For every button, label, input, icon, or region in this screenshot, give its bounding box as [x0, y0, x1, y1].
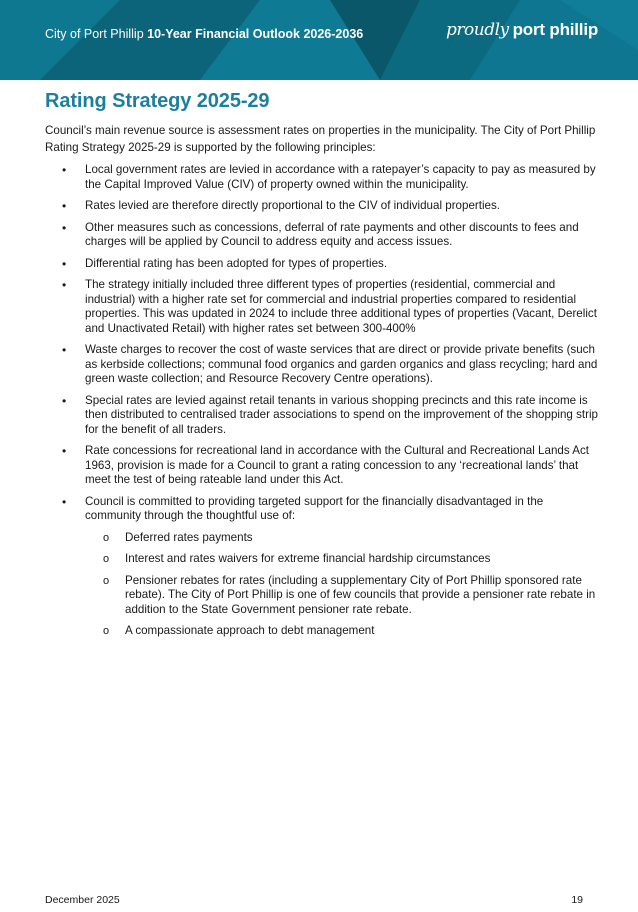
header-banner: [0, 0, 638, 80]
intro-paragraph: Council’s main revenue source is assessment rates on properties in the municipality. The City of Port Phillip Rating Strategy 2025-29 is supported by the following principles:: [45, 124, 596, 154]
bullet-icon: •: [62, 163, 67, 177]
bullet-icon: •: [62, 494, 67, 509]
principles-list: [45, 163, 600, 639]
port-phillip-logo: [446, 20, 598, 40]
page-footer: [45, 894, 583, 906]
bullet-icon: •: [62, 256, 67, 271]
list-item: • Rates levied are therefore directly proportional to the CIV of individual properties.: [62, 199, 501, 213]
sub-list-item: o Interest and rates waivers for extreme financial hardship circumstances: [103, 552, 491, 565]
page-title: Rating Strategy 2025-29: [45, 90, 270, 112]
page-content: [45, 90, 600, 646]
bullet-icon: •: [62, 444, 67, 458]
list-item: • Differential rating has been adopted for types of properties.: [62, 256, 388, 271]
list-item: • Local government rates are levied in accordance with a ratepayer’s capacity to pay as measured by the Capital Improved Value (CIV) of property owned within the municipality.: [62, 163, 596, 191]
bullet-icon: •: [62, 343, 67, 357]
logo-script-word: proudly: [446, 20, 509, 40]
hollow-bullet-icon: o: [103, 553, 110, 565]
org-prefix: City of Port Phillip: [45, 27, 144, 41]
logo-brand-word: port phillip: [512, 20, 599, 39]
bullet-icon: •: [62, 220, 67, 235]
list-item: • Special rates are levied against retail tenants in various shopping precincts and this rate income is then distributed to centralised trader associations to spend on the improvement of the shopping strip for the benefit of all traders.: [62, 393, 599, 436]
bullet-icon: •: [62, 199, 67, 213]
report-title: [45, 27, 363, 41]
hollow-bullet-icon: o: [103, 625, 110, 637]
list-item: • Waste charges to recover the cost of waste services that are direct or provide private benefits (such as kerbside collections; communal food organics and garden organics and glass recycling; hard and green waste collection; and Resource Recovery Centre operations).: [62, 343, 598, 385]
footer-date: December 2025: [45, 894, 120, 906]
page-number: 19: [571, 894, 583, 906]
list-item: • Rate concessions for recreational land in accordance with the Cultural and Recreational Lands Act 1963, provision is made for a Council to grant a rating concession to any ‘recreational lands’ that meet the test of being rateable land under this Act.: [62, 444, 589, 486]
bullet-icon: •: [62, 278, 67, 292]
sub-list-item: o Deferred rates payments: [103, 530, 253, 544]
list-item: • Council is committed to providing targeted support for the financially disadvantaged in the community through the thoughtful use of: o Deferred rates payments o Interest and rates waivers for extreme financial hardship circumstances o Pensioner rebates for rates (including a supplementary City of Port Phillip sponsored rate rebate). The City of Port Phillip is one of few councils that provide a pensioner rate rebate in addition to the State Government pensioner rate rebate. o A compassionate approach to debt management: [45, 495, 600, 639]
hollow-bullet-icon: o: [103, 531, 110, 544]
list-item: • The strategy initially included three different types of properties (residential, commercial and industrial) with a higher rate set for commercial and industrial properties compared to residential properties. This was updated in 2024 to include three additional types of properties (Vacant, Derelict and Unactivated Retail) with higher rates set between 300-400%: [62, 278, 597, 335]
list-item: • Other measures such as concessions, deferral of rate payments and other discounts to fees and charges will be applied by Council to address equity and access issues.: [62, 220, 579, 248]
hollow-bullet-icon: o: [103, 574, 110, 587]
bullet-icon: •: [62, 393, 67, 408]
sub-list-item: o A compassionate approach to debt management: [103, 624, 375, 637]
report-title-bold: 10-Year Financial Outlook 2026-2036: [147, 27, 364, 41]
support-measures-list: [85, 531, 600, 639]
sub-list-item: o Pensioner rebates for rates (including a supplementary City of Port Phillip sponsored rate rebate). The City of Port Phillip is one of few councils that provide a pensioner rate rebate in addition to the State Government pensioner rate rebate.: [103, 573, 596, 616]
